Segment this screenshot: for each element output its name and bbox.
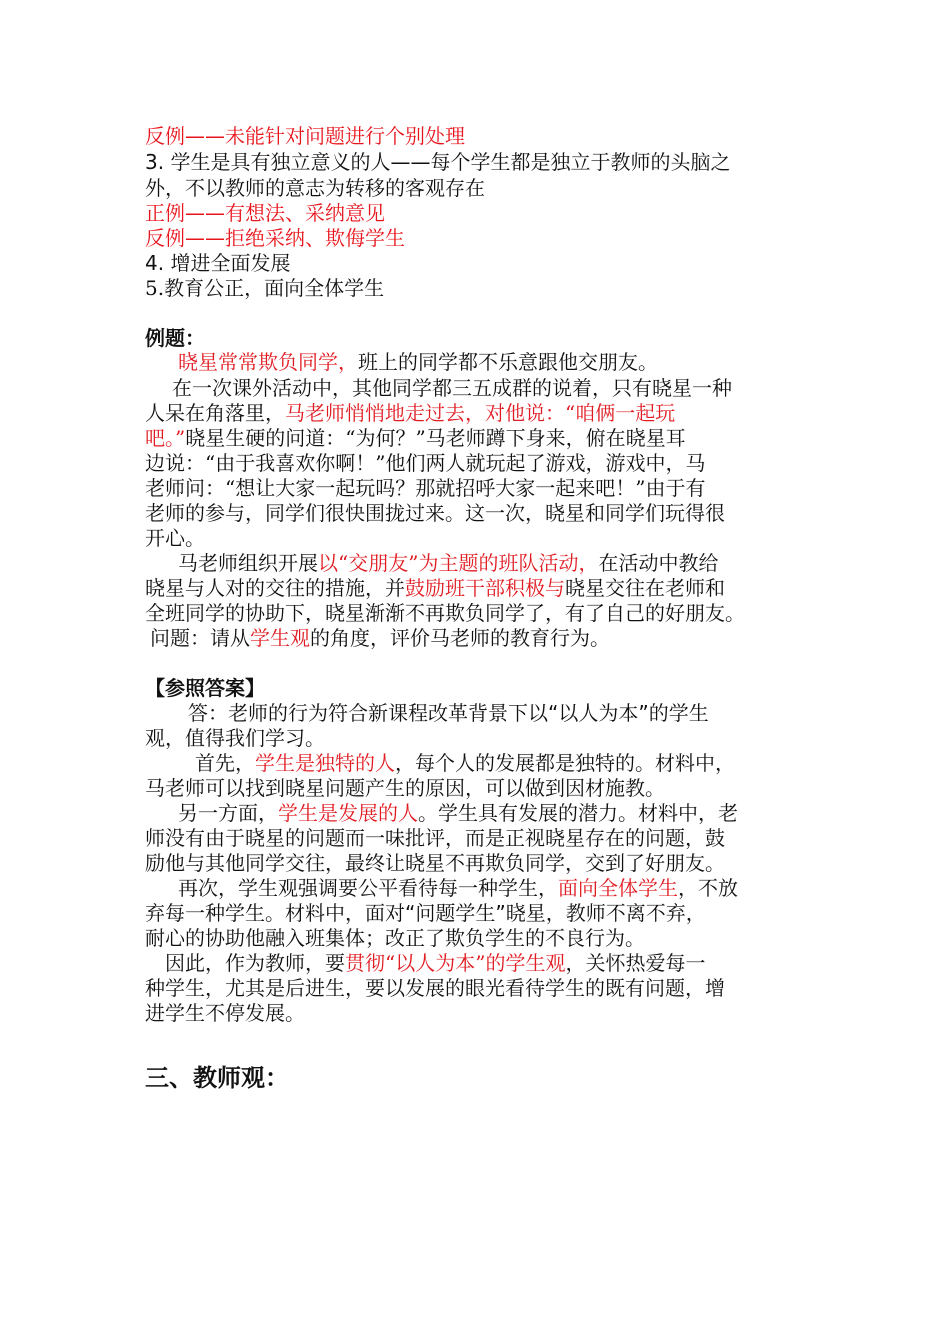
example-paragraph-2-line-2 [145,400,675,426]
example-paragraph-1 [178,349,658,375]
highlight-text: 鼓励班干部积极与 [405,576,565,600]
answer-paragraph-4-line-3: 耐心的协助他融入班集体；改正了欺负学生的不良行为。 [145,926,645,950]
paragraph-text: 再次，学生观强调要公平看待每一种学生， [178,876,558,900]
paragraph-text: 在活动中教给 [598,551,719,575]
paragraph-text: ，每个人的发展都是独特的。材料中， [395,751,735,775]
point-3-line-1: 3. 学生是具有独立意义的人——每个学生都是独立于教师的头脑之 [145,150,731,174]
paragraph-text: 。学生具有发展的潜力。材料中，老 [418,801,738,825]
answer-paragraph-4-line-2: 弃每一种学生。材料中，面对“问题学生”晓星，教师不离不弃， [145,901,706,925]
point-5-line: 5.教育公正，面向全体学生 [145,276,385,300]
example-paragraph-2-line-3 [145,425,686,451]
highlight-text: 贯彻“以人为本”的学生观 [345,951,566,975]
highlight-text: 马老师悄悄地走过去，对他说：“咱俩一起玩 [285,401,676,425]
point-3-line-2: 外，不以教师的意志为转移的客观存在 [145,176,485,200]
paragraph-text: 另一方面， [178,801,278,825]
highlight-text: 面向全体学生 [558,876,678,900]
paragraph-text: ，关怀热爱每一 [565,951,706,975]
answer-paragraph-2-line-2: 马老师可以找到晓星问题产生的原因，可以做到因材施教。 [145,776,665,800]
paragraph-text: 晓星生硬的问道：“为何？”马老师蹲下身来，俯在晓星耳 [185,426,686,450]
paragraph-text: ，不放 [678,876,738,900]
positive-example-line: 正例——有想法、采纳意见 [145,201,385,225]
highlight-text: 学生观 [250,626,310,650]
paragraph-text: 因此，作为教师，要 [165,951,345,975]
example-paragraph-2-line-5: 老师问：“想让大家一起玩吗？那就招呼大家一起来吧！”由于有 [145,476,706,500]
section-heading: 三、教师观： [145,1063,289,1092]
answer-paragraph-5-line-3: 进学生不停发展。 [145,1001,305,1025]
point-4-line: 4. 增进全面发展 [145,251,291,275]
answer-paragraph-3-line-1 [178,800,738,826]
answer-paragraph-5-line-1 [165,950,705,976]
example-paragraph-2-line-7: 开心。 [145,526,205,550]
paragraph-text: 晓星交往在老师和 [565,576,725,600]
highlight-text: 以“交朋友”为主题的班队活动， [318,551,599,575]
answer-paragraph-5-line-2: 种学生，尤其是后进生，要以发展的眼光看待学生的既有问题，增 [145,976,725,1000]
answer-label: 【参照答案】 [145,676,265,700]
paragraph-text: 人呆在角落里， [145,401,285,425]
example-paragraph-3-line-2 [145,575,725,601]
answer-paragraph-1-line-2: 观，值得我们学习。 [145,726,325,750]
answer-paragraph-2-line-1 [195,750,735,776]
paragraph-text: 马老师组织开展 [178,551,318,575]
answer-paragraph-4-line-1 [178,875,738,901]
example-paragraph-3-line-3: 全班同学的协助下，晓星渐渐不再欺负同学了，有了自己的好朋友。 [145,601,745,625]
example-paragraph-2-line-6: 老师的参与，同学们很快围拢过来。这一次，晓星和同学们玩得很 [145,501,725,525]
paragraph-text: 首先， [195,751,255,775]
paragraph-text: 晓星与人对的交往的措施，并 [145,576,405,600]
paragraph-text: 问题：请从 [150,626,250,650]
example-paragraph-2-line-4: 边说：“由于我喜欢你啊！”他们两人就玩起了游戏，游戏中，马 [145,451,706,475]
highlight-text: 吧。” [145,426,186,450]
highlight-text: 学生是发展的人 [278,801,418,825]
paragraph-text: 的角度，评价马老师的教育行为。 [310,626,610,650]
answer-paragraph-1-line-1: 答：老师的行为符合新课程改革背景下以“以人为本”的学生 [188,701,709,725]
example-question [150,625,610,651]
negative-example-line: 反例——拒绝采纳、欺侮学生 [145,226,405,250]
highlight-text: 晓星常常欺负同学， [178,350,358,374]
answer-paragraph-3-line-2: 师没有由于晓星的问题而一味批评，而是正视晓星存在的问题，鼓 [145,826,725,850]
counter-example-line: 反例——未能针对问题进行个别处理 [145,124,465,148]
example-paragraph-2-line-1: 在一次课外活动中，其他同学都三五成群的说着，只有晓星一种 [172,376,732,400]
example-label: 例题： [145,326,205,350]
highlight-text: 学生是独特的人 [255,751,395,775]
paragraph-text: 班上的同学都不乐意跟他交朋友。 [358,350,658,374]
answer-paragraph-3-line-3: 励他与其他同学交往，最终让晓星不再欺负同学，交到了好朋友。 [145,851,725,875]
example-paragraph-3-line-1 [178,550,718,576]
